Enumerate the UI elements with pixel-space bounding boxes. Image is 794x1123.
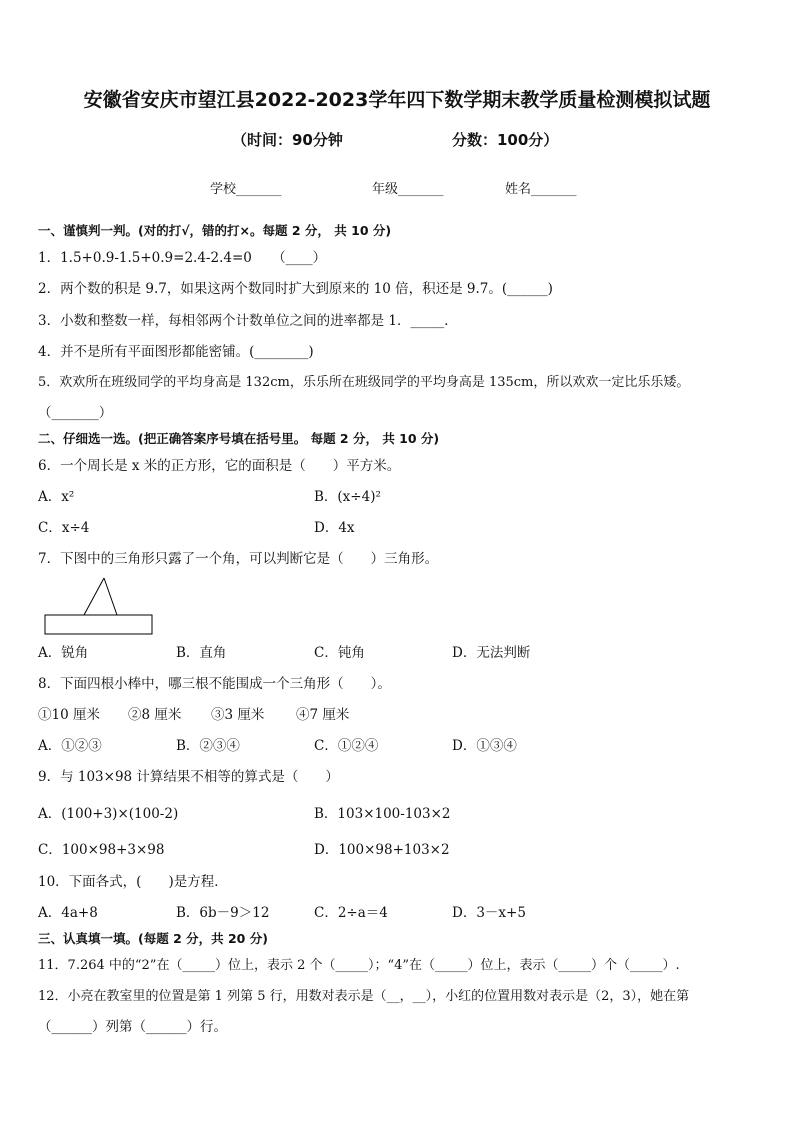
question-5-answer: （_______） [38,405,113,421]
question-8-option-a: A．①②③ [38,738,102,754]
question-9: 9．与 103×98 计算结果不相等的算式是（ ） [38,769,339,785]
question-2: 2．两个数的积是 9.7，如果这两个数同时扩大到原来的 10 倍，积还是 9.7。(______) [38,281,553,297]
question-9-option-a: A．(100+3)×(100-2) [38,806,179,822]
question-3: 3．小数和整数一样，每相邻两个计数单位之间的进率都是 1．_____． [38,313,458,329]
question-7-option-d: D．无法判断 [452,645,531,661]
question-8-option-c: C．①②④ [314,738,379,754]
question-12-answer: （______）列第（______）行。 [38,1019,227,1035]
question-10-option-b: B．6b－9＞12 [176,905,270,921]
grade-field: 年级_______ [372,182,444,197]
question-10-option-d: D．3－x+5 [452,905,526,921]
question-11: 11．7.264 中的“2”在（_____）位上，表示 2 个（_____）；“4”在（_____）位上，表示（_____）个（_____）. [38,958,680,973]
section-1-header: 一、谨慎判一判。(对的打√，错的打×。每题 2 分， 共 10 分) [38,223,392,238]
question-1: 1．1.5+0.9-1.5+0.9=2.4-2.4=0 （____） [38,250,327,266]
question-8-option-b: B．②③④ [176,738,240,754]
question-10: 10．下面各式，( )是方程． [38,874,228,890]
stick-1: ①10 厘米 [38,707,100,723]
question-7-option-a: A．锐角 [38,645,89,661]
stick-3: ③3 厘米 [211,707,265,723]
question-4: 4．并不是所有平面图形都能密铺。(________) [38,344,314,360]
question-12: 12．小亮在教室里的位置是第 1 列第 5 行，用数对表示是（__，__），小红的位置用数对表示是（2，3），她在第 [38,989,690,1004]
page-title: 安徽省安庆市望江县2022-2023学年四下数学期末教学质量检测模拟试题 [83,89,711,111]
hidden-triangle-figure [44,574,156,638]
exam-time: （时间：90分钟 [232,131,343,149]
question-6-option-d: D．4x [314,520,355,536]
question-10-option-c: C．2÷a＝4 [314,905,388,921]
question-5: 5．欢欢所在班级同学的平均身高是 132cm，乐乐所在班级同学的平均身高是 135cm，所以欢欢一定比乐乐矮。 [38,375,690,390]
question-10-option-a: A．4a+8 [38,905,98,921]
question-6-option-b: B．(x÷4)² [314,489,381,505]
question-7: 7．下图中的三角形只露了一个角，可以判断它是（ ）三角形。 [38,551,439,567]
section-2-header: 二、仔细选一选。(把正确答案序号填在括号里。 每题 2 分， 共 10 分) [38,431,440,446]
school-field: 学校_______ [210,182,282,197]
name-field: 姓名_______ [505,182,577,197]
question-6: 6．一个周长是 x 米的正方形，它的面积是（ ）平方米。 [38,458,401,474]
question-7-option-c: C．钝角 [314,645,365,661]
question-8: 8．下面四根小棒中，哪三根不能围成一个三角形（ ）。 [38,676,391,692]
section-3-header: 三、认真填一填。(每题 2 分，共 20 分) [38,931,268,946]
exam-score: 分数：100分） [452,131,559,149]
question-7-option-b: B．直角 [176,645,227,661]
stick-4: ④7 厘米 [296,707,350,723]
question-9-option-d: D．100×98+103×2 [314,842,450,858]
question-8-option-d: D．①③④ [452,738,517,754]
question-9-option-b: B．103×100-103×2 [314,806,451,822]
question-6-option-c: C．x÷4 [38,520,90,536]
question-9-option-c: C．100×98+3×98 [38,842,165,858]
stick-2: ②8 厘米 [128,707,182,723]
question-6-option-a: A．x² [38,489,75,505]
